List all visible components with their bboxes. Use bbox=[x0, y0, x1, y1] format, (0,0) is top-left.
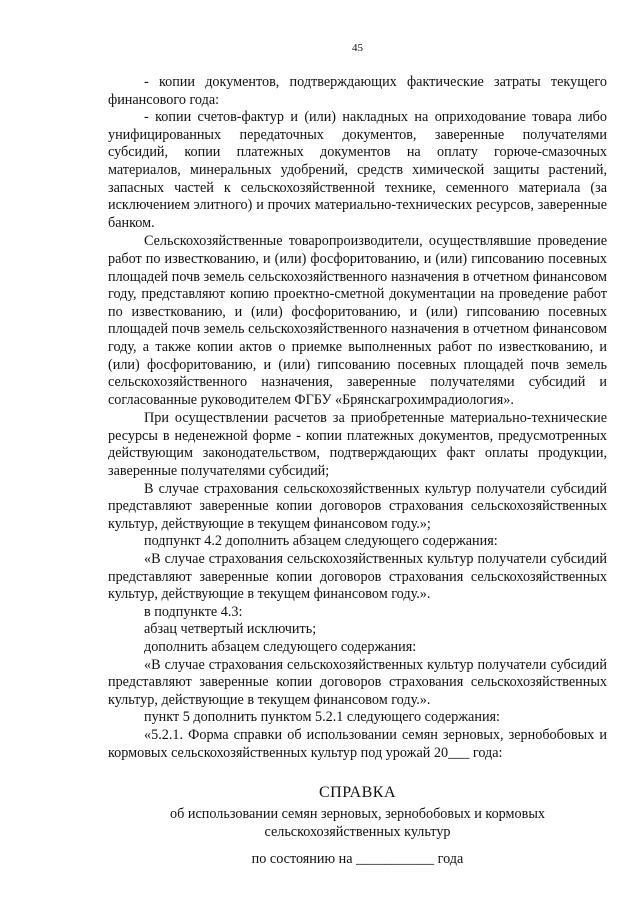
paragraph-8: в подпункте 4.3: bbox=[144, 603, 243, 620]
form-state-date: по состоянию на ___________ года bbox=[251, 851, 464, 868]
paragraph-3: Сельскохозяйственные товаропроизводители, осуществлявшие проведение работ по известкованию, и (или) фосфоритованию, и (или) гипсованию посевных площадей почв земель сельскохозяйственного назначения в отчетном финансовом году, представляют копию проектно-сметной документации на проведение работ по известкованию, и (или) фосфоритованию, и (или) гипсованию посевных площадей почв земель сельскохозяйственного назначения в отчетном финансовом году, а также копии актов о приемке выполненных работ по известкованию, и (или) фосфоритованию, и (или) гипсованию посевных площадей почв земель сельскохозяйственного назначения, заверенные получателями субсидий и согласованные руководителем ФГБУ «Брянскагрохимрадиология». bbox=[108, 233, 607, 408]
paragraph-12: пункт 5 дополнить пунктом 5.2.1 следующего содержания: bbox=[144, 709, 501, 726]
form-title: СПРАВКА bbox=[318, 784, 397, 802]
paragraph-7: «В случае страхования сельскохозяйственных культур получатели субсидий представляют заверенные копии договоров страхования сельскохозяйственных культур, действующие в текущем финансовом году.». bbox=[108, 551, 607, 603]
paragraph-4: При осуществлении расчетов за приобретенные материально-технические ресурсы в неденежной форме - копии платежных документов, предусмотренных действующим законодательством, подтверждающих факт оплаты продукции, заверенные получателями субсидий; bbox=[108, 410, 607, 480]
paragraph-13: «5.2.1. Форма справки об использовании семян зерновых, зернобобовых и кормовых сельскохозяйственных культур под урожай 20___ года: bbox=[108, 726, 607, 761]
paragraph-11: «В случае страхования сельскохозяйственных культур получатели субсидий представляют заверенные копии договоров страхования сельскохозяйственных культур, действующие в текущем финансовом году.». bbox=[108, 656, 607, 708]
paragraph-1: - копии документов, подтверждающих фактические затраты текущего финансового года: bbox=[108, 74, 607, 108]
form-subtitle: об использовании семян зерновых, зернобобовых и кормовых сельскохозяйственных культур bbox=[170, 806, 545, 840]
paragraph-6: подпункт 4.2 дополнить абзацем следующего содержания: bbox=[144, 533, 498, 550]
paragraph-5: В случае страхования сельскохозяйственных культур получатели субсидий представляют заверенные копии договоров страхования сельскохозяйственных культур, действующие в текущем финансовом году.»; bbox=[108, 480, 607, 532]
page-number: 45 bbox=[352, 42, 363, 54]
document-body bbox=[108, 74, 607, 762]
paragraph-10: дополнить абзацем следующего содержания: bbox=[144, 639, 417, 655]
paragraph-2: - копии счетов-фактур и (или) накладных на оприходование товара либо унифицированных передаточных документов, заверенные получателями субсидий, копии платежных документов на оплату горюче-смазочных материалов, минеральных удобрений, средств химической защиты растений, запасных частей к сельскохозяйственной технике, семенного материала (за исключением элитного) и прочих материально-технических ресурсов, заверенные банком. bbox=[108, 109, 607, 231]
paragraph-9: абзац четвертый исключить; bbox=[144, 621, 317, 638]
